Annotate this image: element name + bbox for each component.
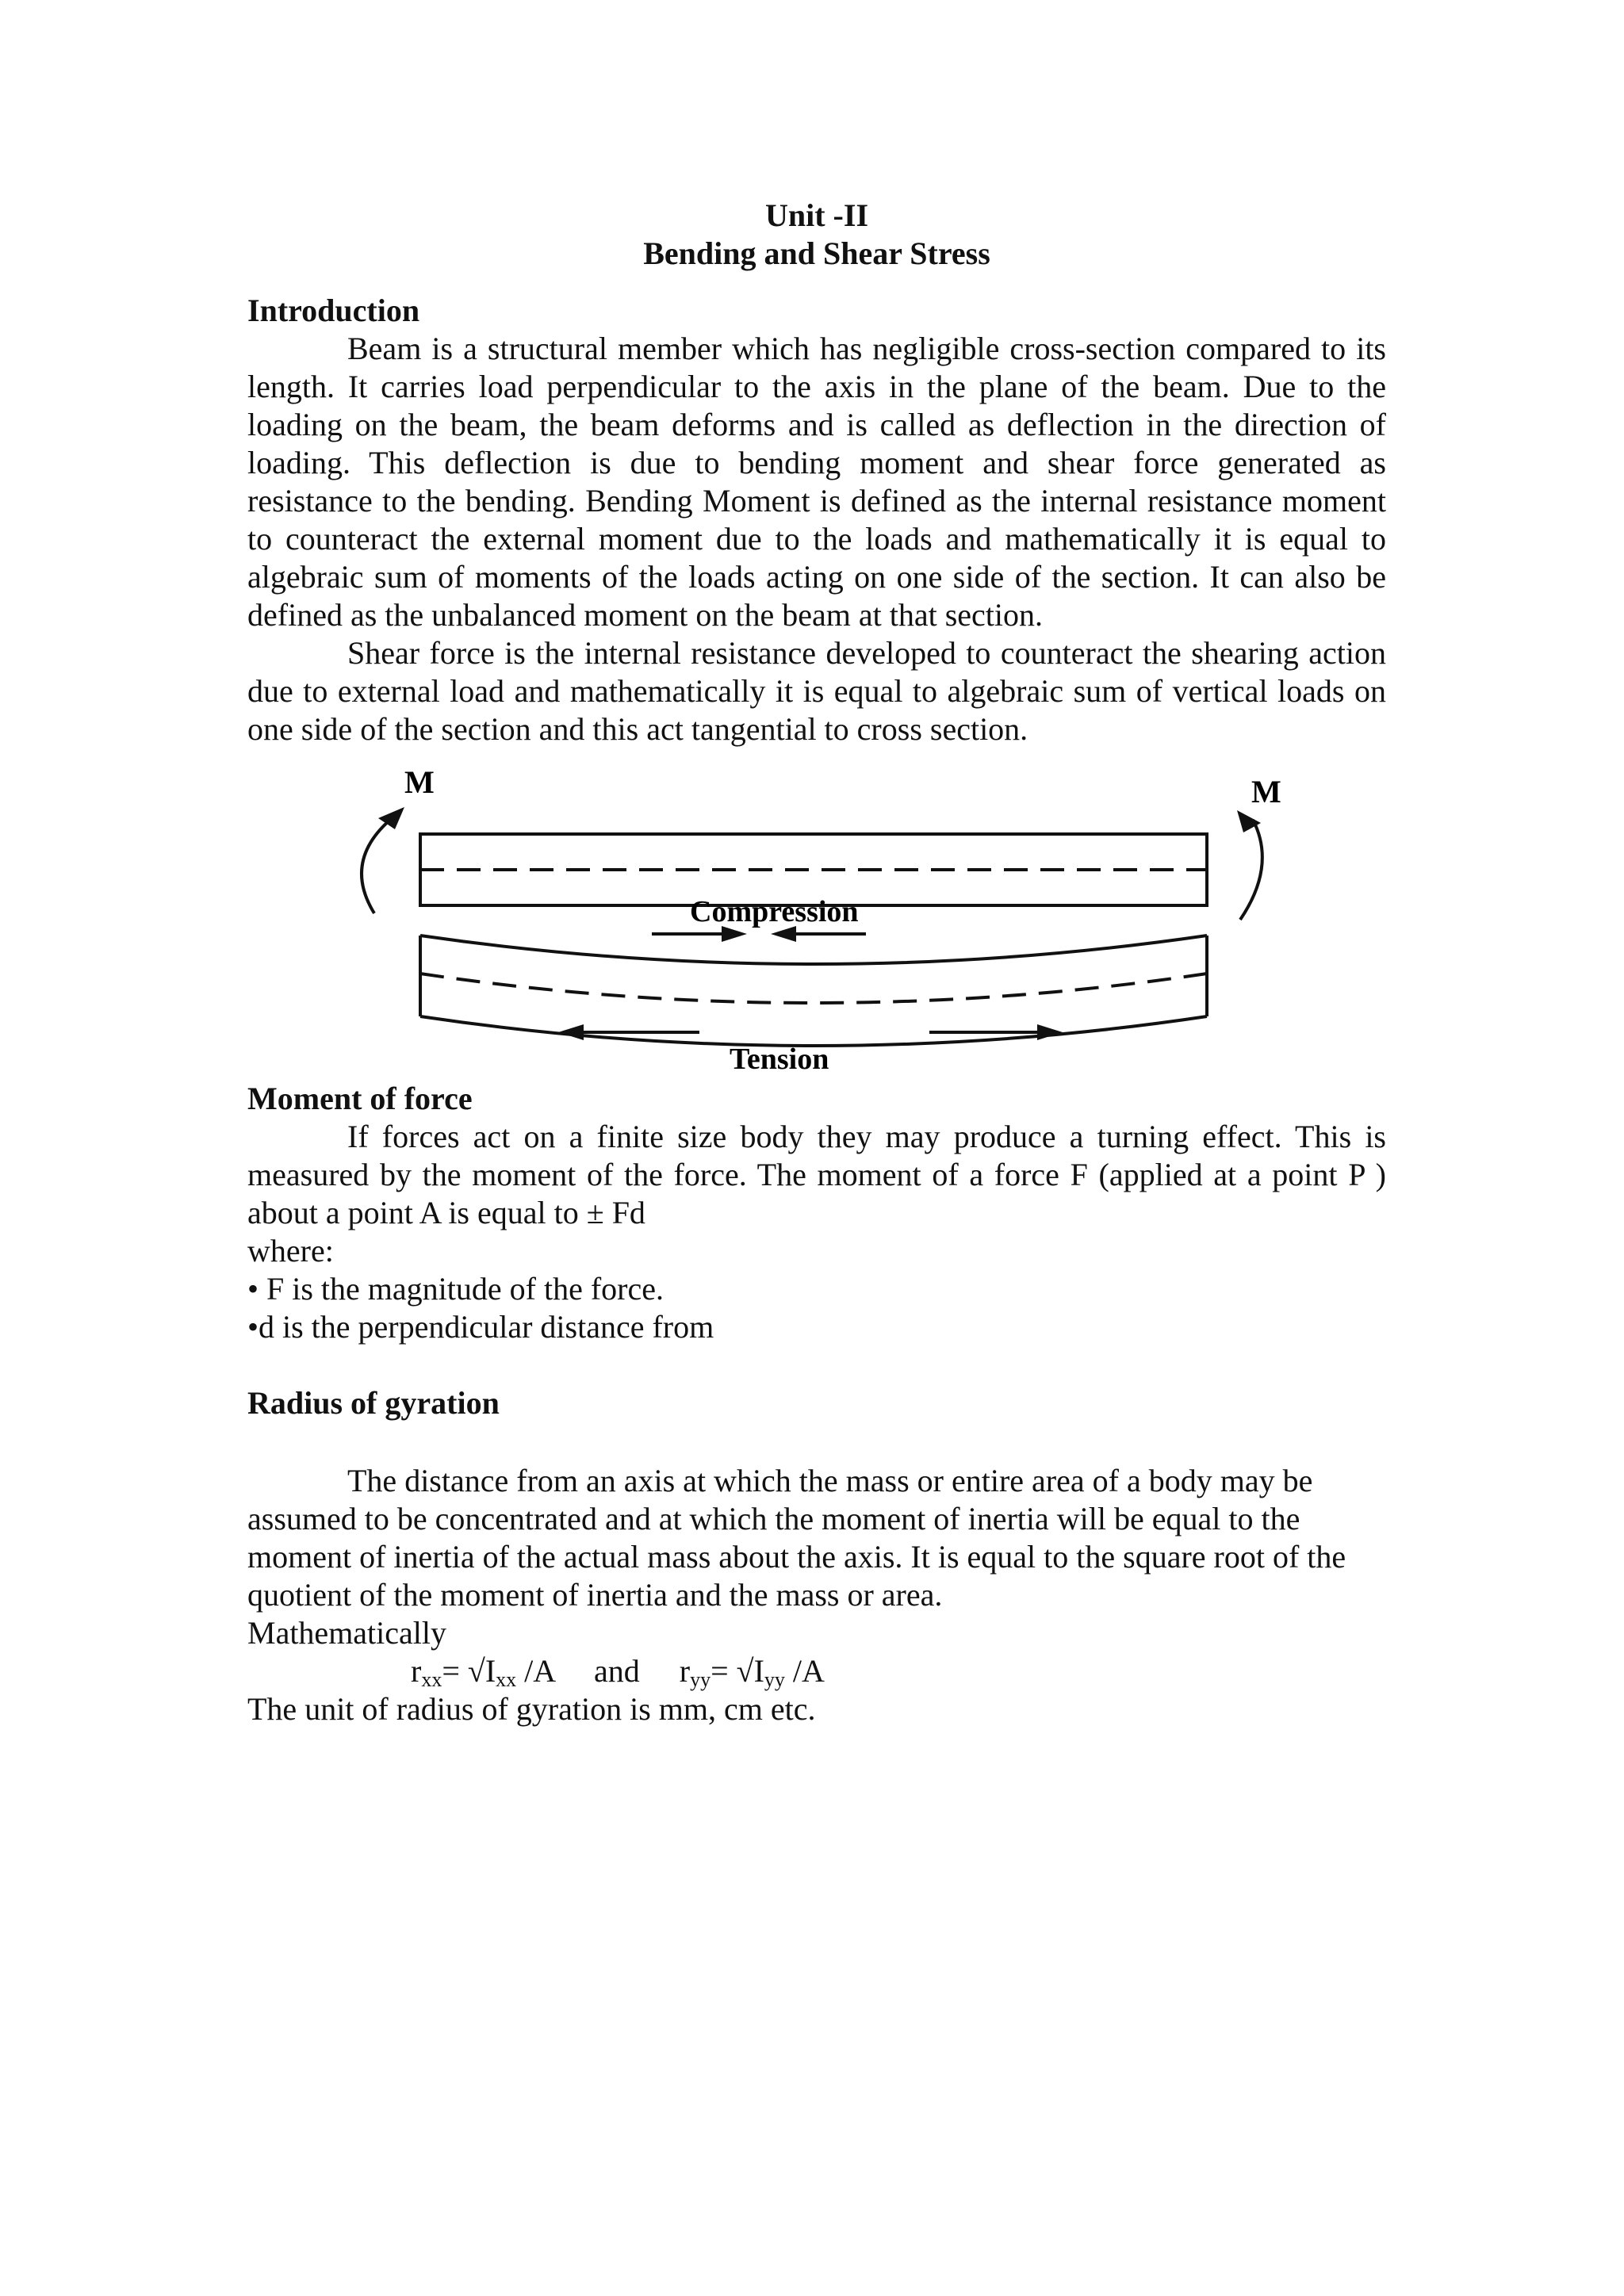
formula-tail-yy: /A <box>784 1653 825 1689</box>
bullet-force: • F is the magnitude of the force. <box>247 1271 664 1307</box>
beam-bending-figure <box>247 755 1386 1080</box>
left-moment-label: M <box>404 764 435 800</box>
formula-eq-xx: = √I <box>442 1653 496 1689</box>
gyration-formula <box>411 1652 1386 1690</box>
where-label: where: <box>247 1233 334 1269</box>
formula-eq-yy: = √I <box>710 1653 764 1689</box>
left-moment-arc <box>362 820 390 913</box>
page-title: Bending and Shear Stress <box>643 235 990 271</box>
gyration-heading: Radius of gyration <box>247 1385 500 1421</box>
formula-r-yy: r <box>679 1653 691 1689</box>
tension-arrowhead-left <box>558 1024 584 1040</box>
moment-paragraph: If forces act on a finite size body they may produce a turning effect. This is measured by the moment of the force. The moment of a force F (applied at a point P ) about a point A is equal to ± Fd <box>247 1119 1386 1230</box>
introduction-paragraph-2: Shear force is the internal resistance developed to counteract the shearing action due to external load and mathematically it is equal to algebraic sum of vertical loads on one side of the section and this act tangential to cross section. <box>247 635 1386 747</box>
right-moment-label: M <box>1251 774 1281 809</box>
formula-tail-xx: /A <box>516 1653 554 1689</box>
formula-r-xx: r <box>411 1653 422 1689</box>
formula-sub-xx: xx <box>421 1668 442 1691</box>
document-page <box>247 197 1386 1728</box>
gyration-unit-line: The unit of radius of gyration is mm, cm etc. <box>247 1691 816 1727</box>
beam-diagram-svg <box>247 755 1386 1080</box>
bullet-distance: •d is the perpendicular distance from <box>247 1309 714 1345</box>
bent-beam-neutral-axis <box>420 974 1207 1003</box>
compression-label: Compression <box>690 895 859 928</box>
formula-i-sub-yy: yy <box>764 1668 785 1691</box>
introduction-heading: Introduction <box>247 293 420 328</box>
unit-label: Unit -II <box>764 197 869 233</box>
right-moment-arc <box>1240 820 1262 920</box>
formula-and: and <box>553 1653 680 1689</box>
introduction-paragraph-1: Beam is a structural member which has negligible cross-section compared to its length. It carries load perpendicular to the axis in the plane of the beam. Due to the loading on the beam, the beam deforms and is called as deflection in the direction of loading. This deflection is due to bending moment and shear force generated as resistance to the bending. Bending Moment is defined as the internal resistance moment to counteract the external moment due to the loads and mathematically it is equal to algebraic sum of moments of the loads acting on one side of the section. It can also be defined as the unbalanced moment on the beam at that section. <box>247 331 1386 633</box>
moment-heading: Moment of force <box>247 1081 473 1116</box>
tension-arrowhead-right <box>1037 1024 1063 1040</box>
formula-i-sub-xx: xx <box>496 1668 517 1691</box>
compression-arrowhead-right <box>771 926 796 942</box>
mathematically-label: Mathematically <box>247 1615 447 1651</box>
formula-sub-yy: yy <box>690 1668 711 1691</box>
bent-beam-bottom-edge <box>420 1016 1207 1046</box>
compression-arrowhead-left <box>722 926 747 942</box>
tension-label: Tension <box>730 1043 829 1076</box>
bent-beam-top-edge <box>420 936 1207 964</box>
gyration-paragraph: The distance from an axis at which the mass or entire area of a body may be assumed to be concentrated and at which the moment of inertia will be equal to the moment of inertia of the actual mass about the axis. It is equal to the square root of the quotient of the moment of inertia and the mass or area. <box>247 1463 1346 1613</box>
